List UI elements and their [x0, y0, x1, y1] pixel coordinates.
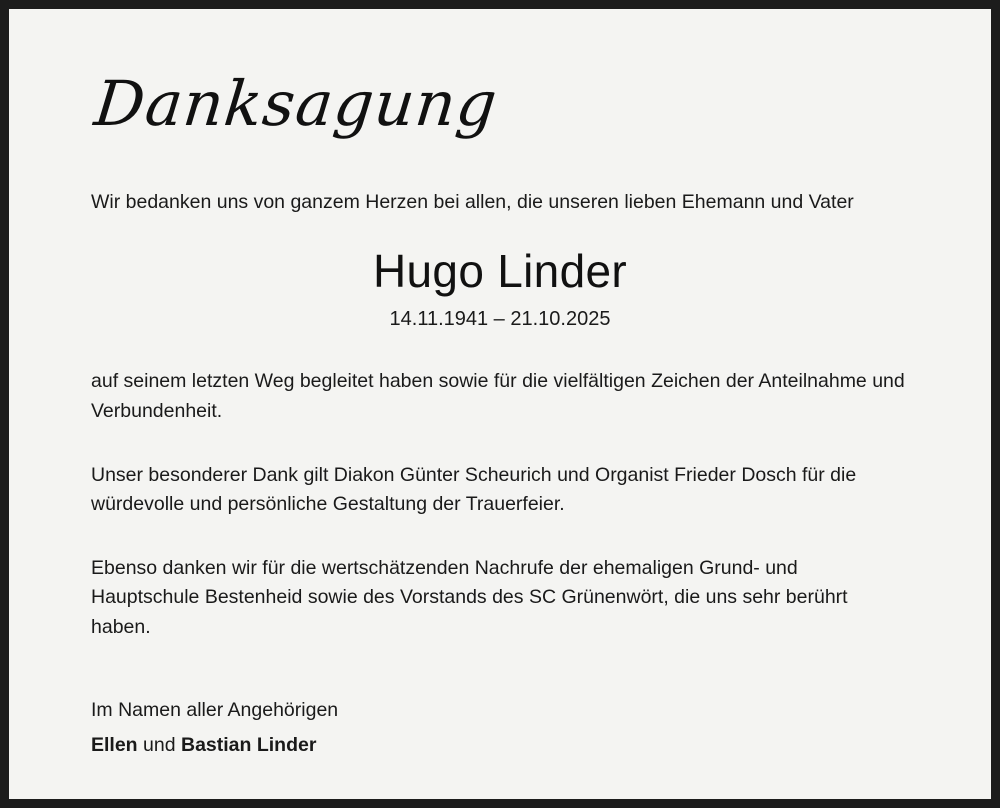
- signature-first-name: Ellen: [91, 733, 138, 756]
- deceased-name: Hugo Linder: [373, 245, 627, 298]
- closing-line: Im Namen aller Angehörigen: [91, 698, 339, 721]
- thanks-paragraph-3: Ebenso danken wir für die wertschätzenden Nachrufe der ehemaligen Grund- und Hauptschule Bestenheid sowie des Vorstands des SC Grünenwört, die uns sehr berührt haben.: [91, 556, 848, 639]
- signature-second-name: Bastian Linder: [180, 733, 317, 756]
- page-title: Danksagung: [91, 67, 502, 140]
- deceased-dates: 14.11.1941 – 21.10.2025: [389, 308, 611, 331]
- thanks-paragraph-1: auf seinem letzten Weg begleitet haben sowie für die vielfältigen Zeichen der Anteilnahme und Verbundenheit.: [91, 370, 905, 422]
- closing-block: [91, 695, 911, 761]
- thanks-paragraph-2: Unser besonderer Dank gilt Diakon Günter Scheurich und Organist Frieder Dosch für die würdevolle und persönliche Gestaltung der Trauerfeier.: [91, 463, 857, 516]
- signature-conjunction: und: [137, 733, 181, 756]
- signature-line: [91, 730, 911, 761]
- intro-text: Wir bedanken uns von ganzem Herzen bei allen, die unseren lieben Ehemann und Vater: [91, 191, 854, 214]
